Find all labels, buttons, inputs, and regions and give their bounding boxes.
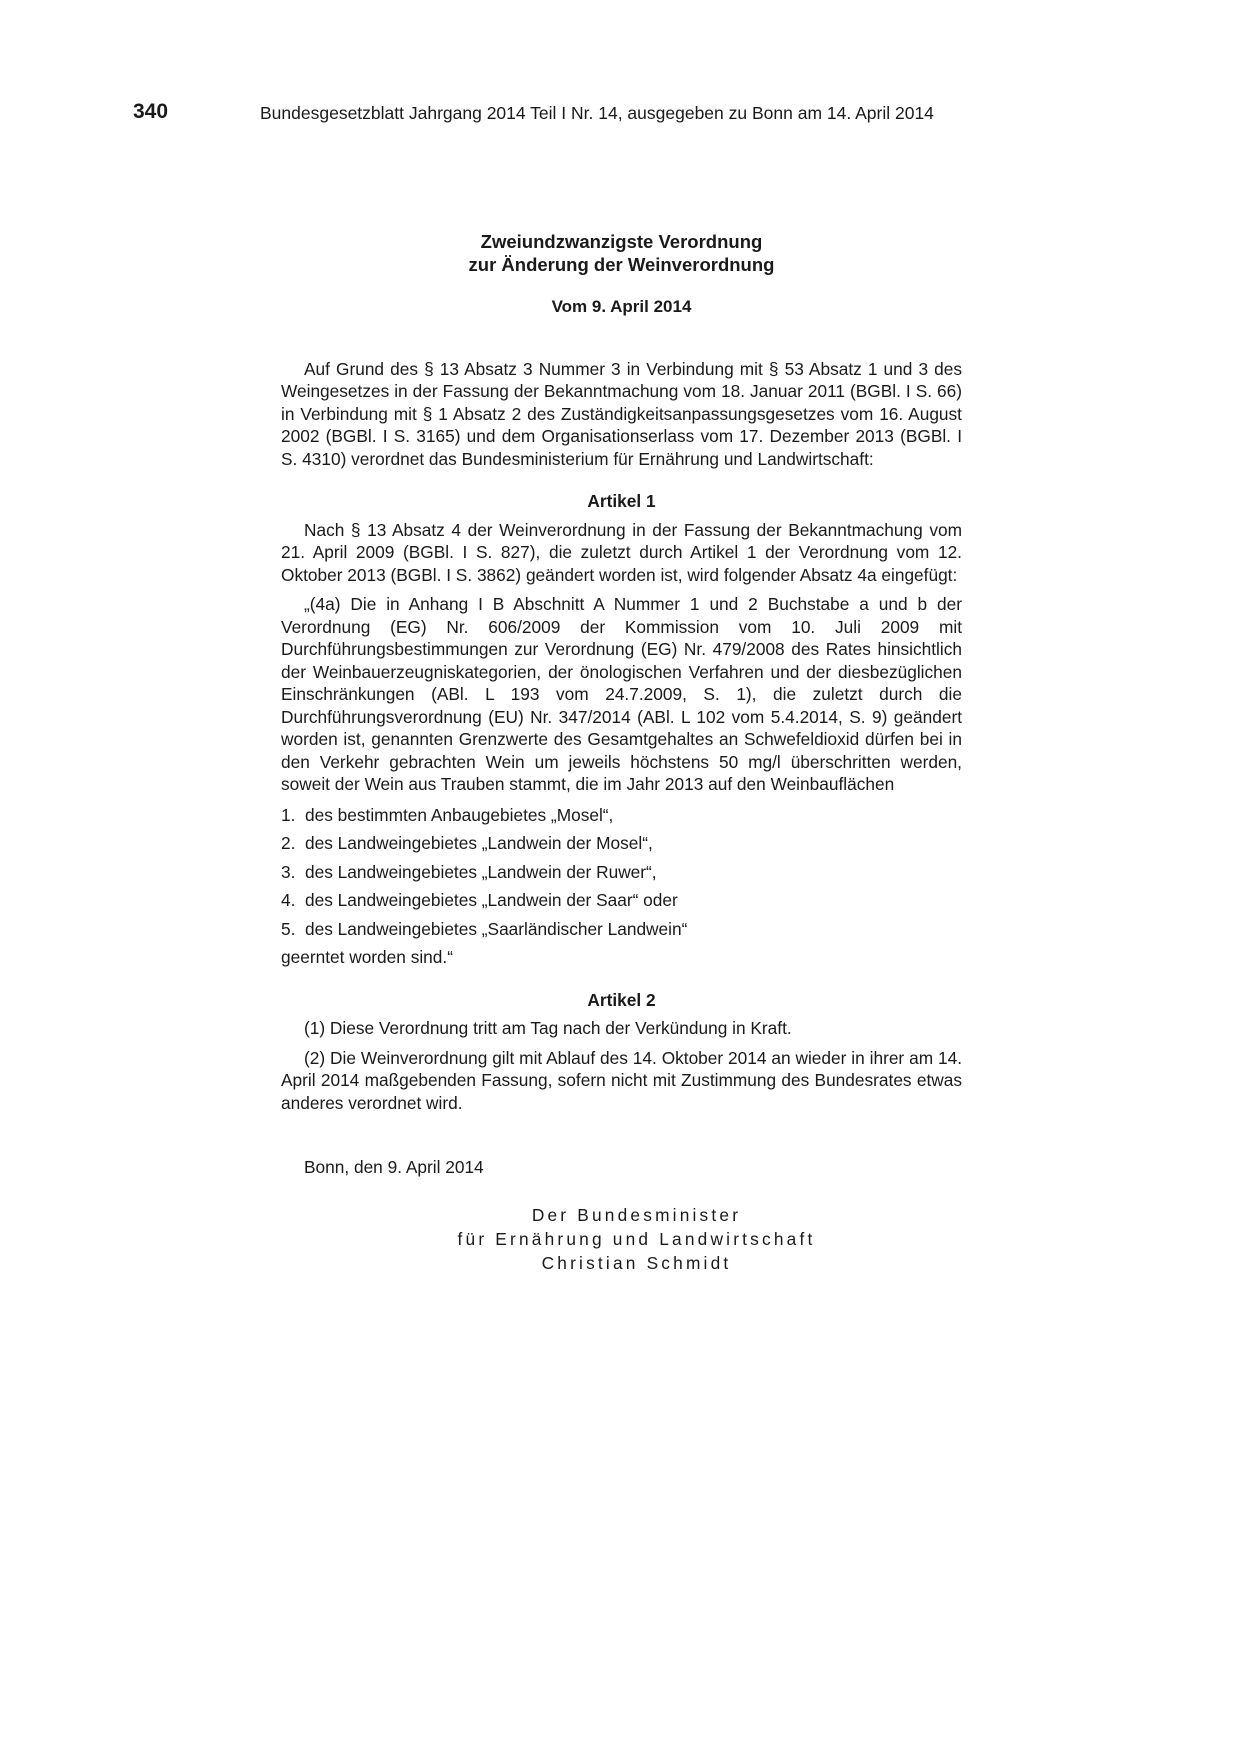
publication-line: Bundesgesetzblatt Jahrgang 2014 Teil I Nr. 14, ausgegeben zu Bonn am 14. April 2014 — [260, 103, 934, 123]
place-date: Bonn, den 9. April 2014 — [304, 1157, 484, 1177]
article-2-heading: Artikel 2 — [587, 989, 656, 1010]
article-1-heading: Artikel 1 — [587, 491, 656, 511]
signature-name: Christian Schmidt — [541, 1252, 732, 1273]
title-line-2: zur Änderung der Weinverordnung — [468, 254, 775, 275]
list-item: 3. des Landweingebietes „Landwein der Ruwer“, — [281, 861, 657, 882]
list-item: 5. des Landweingebietes „Saarländischer Landwein“ — [281, 918, 688, 939]
document-title — [281, 230, 962, 276]
preamble: Auf Grund des § 13 Absatz 3 Nummer 3 in Verbindung mit § 53 Absatz 1 und 3 des Weingesetzes in der Fassung der Bekanntmachung vom 18. Januar 2011 (BGBl. I S. 66) in Verbindung mit § 1 Absatz 2 des Zuständigkeitsanpassungsgesetzes vom 16. August 2002 (BGBl. I S. 3165) und dem Organisationserlass vom 17. Dezember 2013 (BGBl. I S. 4310) verordnet das Bundesministerium für Ernährung und Landwirtschaft: — [281, 358, 962, 469]
article-2-para-2: (2) Die Weinverordnung gilt mit Ablauf des 14. Oktober 2014 an wieder in ihrer am 14. April 2014 maßgebenden Fassung, sofern nicht mit Zustimmung des Bundesrates etwas anderes verordnet wird. — [281, 1047, 962, 1113]
signature-block — [281, 1203, 962, 1275]
page-number: 340 — [133, 100, 169, 123]
article-2-para-1: (1) Diese Verordnung tritt am Tag nach der Verkündung in Kraft. — [304, 1018, 792, 1038]
document-date: Vom 9. April 2014 — [551, 297, 692, 316]
area-list — [281, 804, 962, 941]
document-body — [281, 230, 962, 1275]
list-item: 2. des Landweingebietes „Landwein der Mosel“, — [281, 833, 653, 853]
title-line-1: Zweiundzwanzigste Verordnung — [480, 231, 763, 252]
signature-line-1: Der Bundesminister — [531, 1204, 742, 1225]
article-1-paragraph-4a: „(4a) Die in Anhang I B Abschnitt A Nummer 1 und 2 Buchstabe a und b der Verordnung (EG) Nr. 606/2009 der Kommission vom 10. Juli 2009 mit Durchführungsbestimmungen zur Verordnung (EG) Nr. 479/2008 des Rates hinsichtlich der Weinbauerzeugniskategorien, der önologischen Verfahren und der diesbezüglichen Einschränkungen (ABl. L 193 vom 24.7.2009, S. 1), die zuletzt durch die Durchführungsverordnung (EU) Nr. 347/2014 (ABl. L 102 vom 5.4.2014, S. 9) geändert worden ist, genannten Grenzwerte des Gesamtgehaltes an Schwefeldioxid dürfen bei in den Verkehr gebrachten Wein um jeweils höchstens 50 mg/l überschritten werden, soweit der Wein aus Trauben stammt, die im Jahr 2013 auf den Weinbauflächen — [281, 594, 962, 794]
article-1-intro: Nach § 13 Absatz 4 der Weinverordnung in der Fassung der Bekanntmachung vom 21. April 2009 (BGBl. I S. 827), die zuletzt durch Artikel 1 der Verordnung vom 12. Oktober 2013 (BGBl. I S. 3862) geändert worden ist, wird folgender Absatz 4a eingefügt: — [281, 519, 962, 585]
list-item: 4. des Landweingebietes „Landwein der Saar“ oder — [281, 890, 678, 910]
list-item: 1. des bestimmten Anbaugebietes „Mosel“, — [281, 804, 614, 825]
signature-line-2: für Ernährung und Landwirtschaft — [457, 1228, 816, 1249]
article-1-closing: geerntet worden sind.“ — [281, 947, 453, 967]
page-header — [0, 100, 1241, 124]
